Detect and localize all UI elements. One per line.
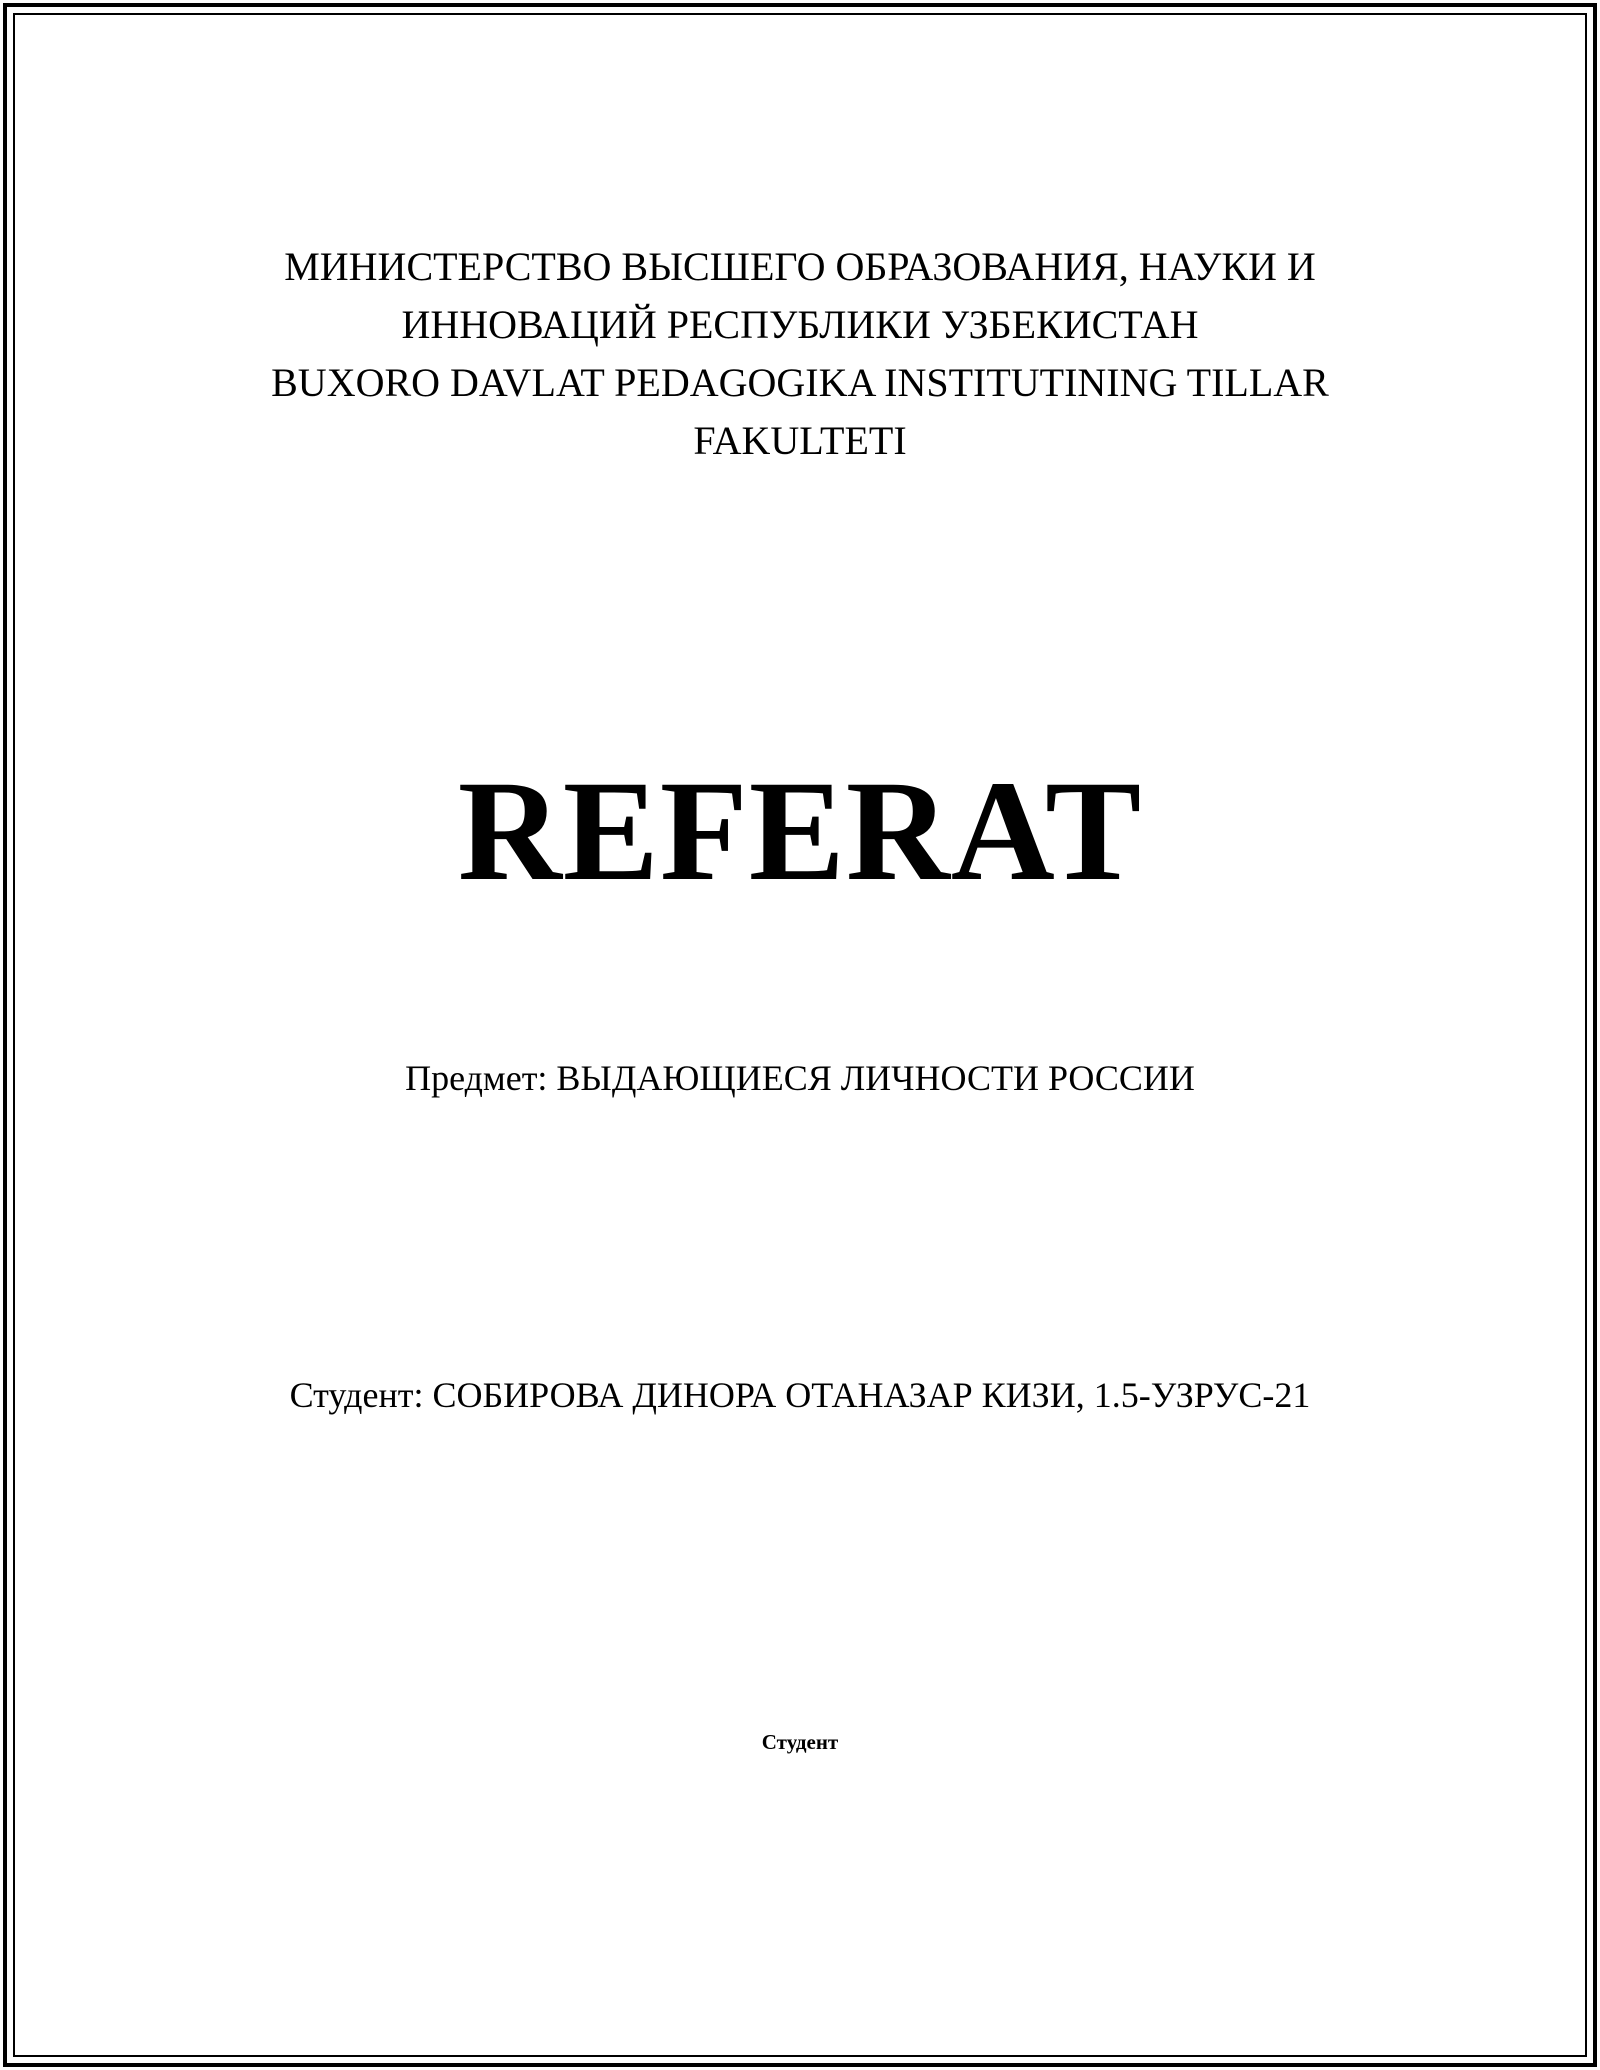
header-line-4: FAKULTETI bbox=[693, 418, 907, 463]
student-line: Студент: СОБИРОВА ДИНОРА ОТАНАЗАР КИЗИ, 1.5-УЗРУС-21 bbox=[289, 1375, 1311, 1415]
subject-line: Предмет: ВЫДАЮЩИЕСЯ ЛИЧНОСТИ РОССИИ bbox=[405, 1058, 1195, 1098]
header-line-2: ИННОВАЦИЙ РЕСПУБЛИКИ УЗБЕКИСТАН bbox=[401, 302, 1199, 347]
institution-header bbox=[0, 238, 1600, 470]
header-line-1: МИНИСТЕРСТВО ВЫСШЕГО ОБРАЗОВАНИЯ, НАУКИ И bbox=[284, 244, 1316, 289]
document-title: REFERAT bbox=[457, 752, 1143, 911]
header-line-3: BUXORO DAVLAT PEDAGOGIKA INSTITUTINING TILLAR bbox=[271, 360, 1329, 405]
signature-label: Студент bbox=[761, 1730, 839, 1754]
